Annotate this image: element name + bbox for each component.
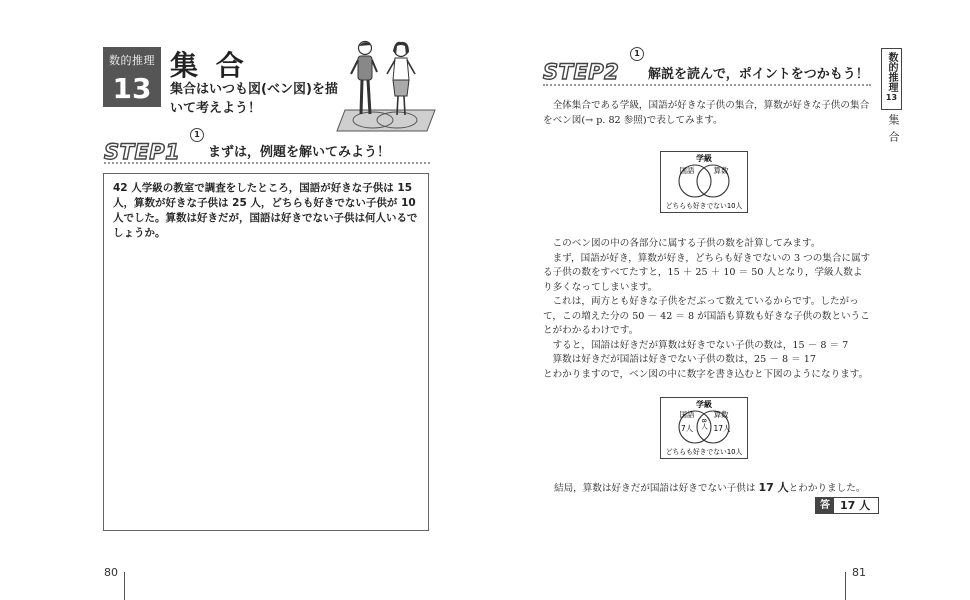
conclusion-line: [554, 481, 872, 497]
step2-pin: 1: [630, 47, 644, 61]
step2-subtitle: 解説を読んで，ポイントをつかもう！: [648, 67, 869, 82]
page-subtitle: 集合はいつも図(ベン図)を描いて考えよう！: [170, 82, 338, 116]
side-tab-topic: 集合: [887, 114, 900, 148]
topic-badge: [103, 47, 161, 107]
venn1-universe-label: 学級: [696, 154, 712, 163]
step2-divider: [543, 84, 871, 86]
intro-paragraph: 全体集合である学級，国語が好きな子供の集合，算数が好きな子供の集合をベン図(→ p. 82 参照)で表してみます。: [543, 100, 870, 126]
explanation-line: まず，国語が好き，算数が好き，どちらも好きでないの 3 つの集合に属する子供の数をすべてたすと，15 ＋ 25 ＋ 10 ＝ 50 人となり，学級人数より多くなってしまいます。: [543, 252, 871, 293]
venn2-set-b-label: 算数: [713, 410, 729, 419]
side-tab: [881, 48, 902, 110]
problem-text: 42 人学級の教室で調査をしたところ，国語が好きな子供は 15 人，算数が好きな子供は 25 人，どちらも好きでない子供が 10 人でした。算数は好きだが，国語は好きでない子供は何人いるでしょうか。: [113, 182, 418, 239]
answer-value: 17 人: [840, 499, 871, 512]
venn1-outside-label: どちらも好きでない10人: [665, 202, 743, 210]
venn-diagram-1: [660, 151, 748, 213]
explanation-line: これは，両方とも好きな子供をだぶって数えているからです。したがって，この増えた分の 50 － 42 ＝ 8 が国語も算数も好きな子供の数ということがわかるわけです。: [543, 296, 870, 336]
venn1-set-a-label: 国語: [679, 166, 695, 175]
step1-label: STEP1: [104, 140, 181, 164]
explanation-line: このベン図の中の各部分に属する子供の数を計算してみます。: [552, 238, 821, 249]
venn2-both-value: 8人: [700, 418, 708, 430]
step1-subtitle: まずは，例題を解いてみよう！: [208, 145, 391, 160]
page-number-right: 81: [852, 566, 866, 579]
page-number-left: 80: [104, 566, 118, 579]
conclusion-post: とわかりました。: [788, 483, 866, 494]
explanation-block: [543, 237, 871, 382]
venn2-b-only-value: 17人: [713, 424, 731, 433]
answer-mark: 答: [816, 498, 834, 513]
step1-divider: [104, 162, 430, 164]
page-title: 集 合: [170, 49, 248, 82]
explanation-line: 算数は好きだが国語は好きでない子供の数は，25 － 8 ＝ 17: [552, 354, 816, 365]
explanation-line: とわかりますので，ベン図の中に数字を書き込むと下図のようになります。: [543, 368, 869, 380]
man-figure: [351, 42, 377, 115]
venn-diagram-2: [660, 397, 748, 459]
conclusion-value: 17 人: [758, 481, 789, 494]
venn2-outside-label: どちらも好きでない10人: [665, 448, 743, 456]
topic-category: 数的推理: [109, 54, 155, 67]
explanation-line: すると，国語は好きだが算数は好きでない子供の数は，15 － 8 ＝ 7: [552, 339, 849, 351]
step1-pin: 1: [190, 128, 204, 142]
side-tab-number: 13: [885, 93, 898, 102]
step2-label: STEP2: [543, 60, 620, 84]
venn2-set-a-label: 国語: [679, 410, 695, 419]
gutter-line-left: [124, 572, 125, 600]
topic-number: 13: [112, 72, 152, 105]
gutter-line-right: [845, 572, 846, 600]
answer-box: [815, 497, 879, 514]
venn1-set-b-label: 算数: [713, 166, 729, 175]
people-venn-illustration: [335, 38, 440, 134]
woman-figure: [387, 42, 415, 115]
venn2-universe-label: 学級: [696, 400, 712, 409]
side-tab-category: 数的推理: [886, 52, 897, 92]
venn2-a-only-value: 7人: [680, 424, 694, 433]
conclusion-pre: 結局，算数は好きだが国語は好きでない子供は: [554, 483, 759, 494]
